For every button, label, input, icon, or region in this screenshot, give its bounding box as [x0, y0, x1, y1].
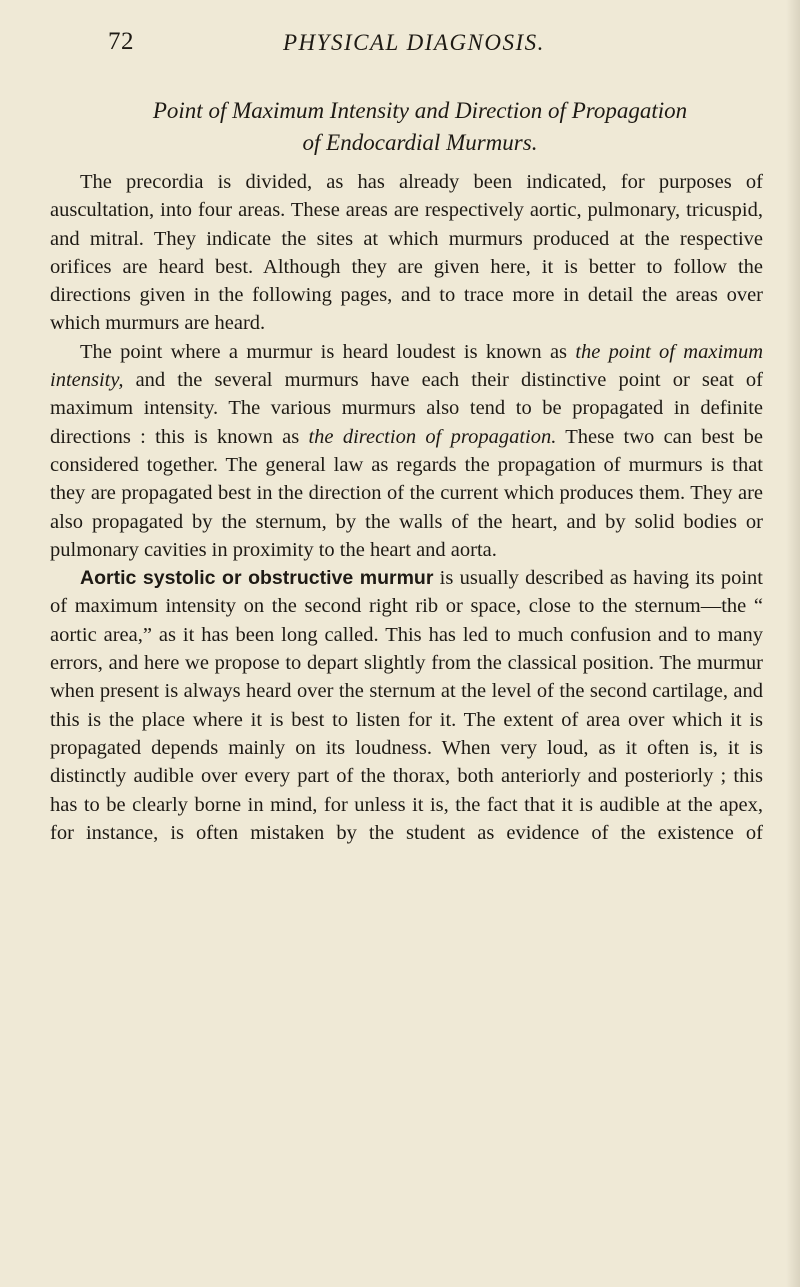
emphasis-point-of-maximum-intensity: the point of maximum intensity, [50, 340, 763, 392]
section-heading-line-2: of Endocardial Murmurs. [302, 130, 538, 155]
running-title: PHYSICAL DIAGNOSIS. [283, 30, 545, 55]
page-number: 72 [108, 28, 134, 55]
emphasis-direction-of-propagation: the direction of propagation. [308, 425, 557, 448]
body-text [50, 168, 763, 847]
paragraph-aortic-systolic-murmur [50, 564, 763, 847]
section-heading [60, 95, 780, 159]
section-heading-line-1: Point of Maximum Intensity and Direction of Propagation [152, 98, 688, 123]
paragraph-precordia-areas: The precordia is divided, as has already been indicated, for purposes of auscultation, into four areas. These areas are respectively aortic, pulmonary, tricuspid, and mitral. They indicate the sites at which murmurs produced at the respective orifices are heard best. Although they are given here, it is better to follow the directions given in the following pages, and to trace more in detail the areas over which murmurs are heard. [50, 171, 763, 335]
running-head [108, 28, 788, 62]
term-aortic-systolic-murmur: Aortic systolic or obstructive murmur [80, 567, 434, 590]
paragraph-text: is usually described as having its point of maximum intensity on the second right rib or space, close to the sternum—the “ aortic area,” as it has been long called. This has led to much confusion and to many errors, and here we propose to depart slightly from the classical position. The murmur when present is always heard over the sternum at the level of the second cartilage, and this is the place where it is best to listen for it. The extent of area over which it is propagated depends mainly on its loudness. When very loud, as it often is, it is distinctly audible over every part of the thorax, both anteriorly and posteriorly ; this has to be clearly borne in mind, for unless it is, the fact that it is audible at the apex, for instance, is often mistaken by the student as evidence of the existence of [50, 567, 763, 844]
page-edge-shadow [786, 0, 800, 1287]
paragraph-text: These two can best be considered together. The general law as regards the propagation of murmurs is that they are propagated best in the direction of the current which produces them. They are also propagated by the sternum, by the walls of the heart, and by solid bodies or pulmonary cavities in proximity to the heart and aorta. [50, 425, 763, 561]
paragraph-text: and the several murmurs have each their distinctive point or seat of maximum intensity. The various murmurs also tend to be propagated in definite directions : this is known as [50, 369, 763, 448]
paragraph-point-and-direction [50, 338, 763, 564]
paragraph-text: The point where a murmur is heard loudest is known as [80, 340, 576, 363]
